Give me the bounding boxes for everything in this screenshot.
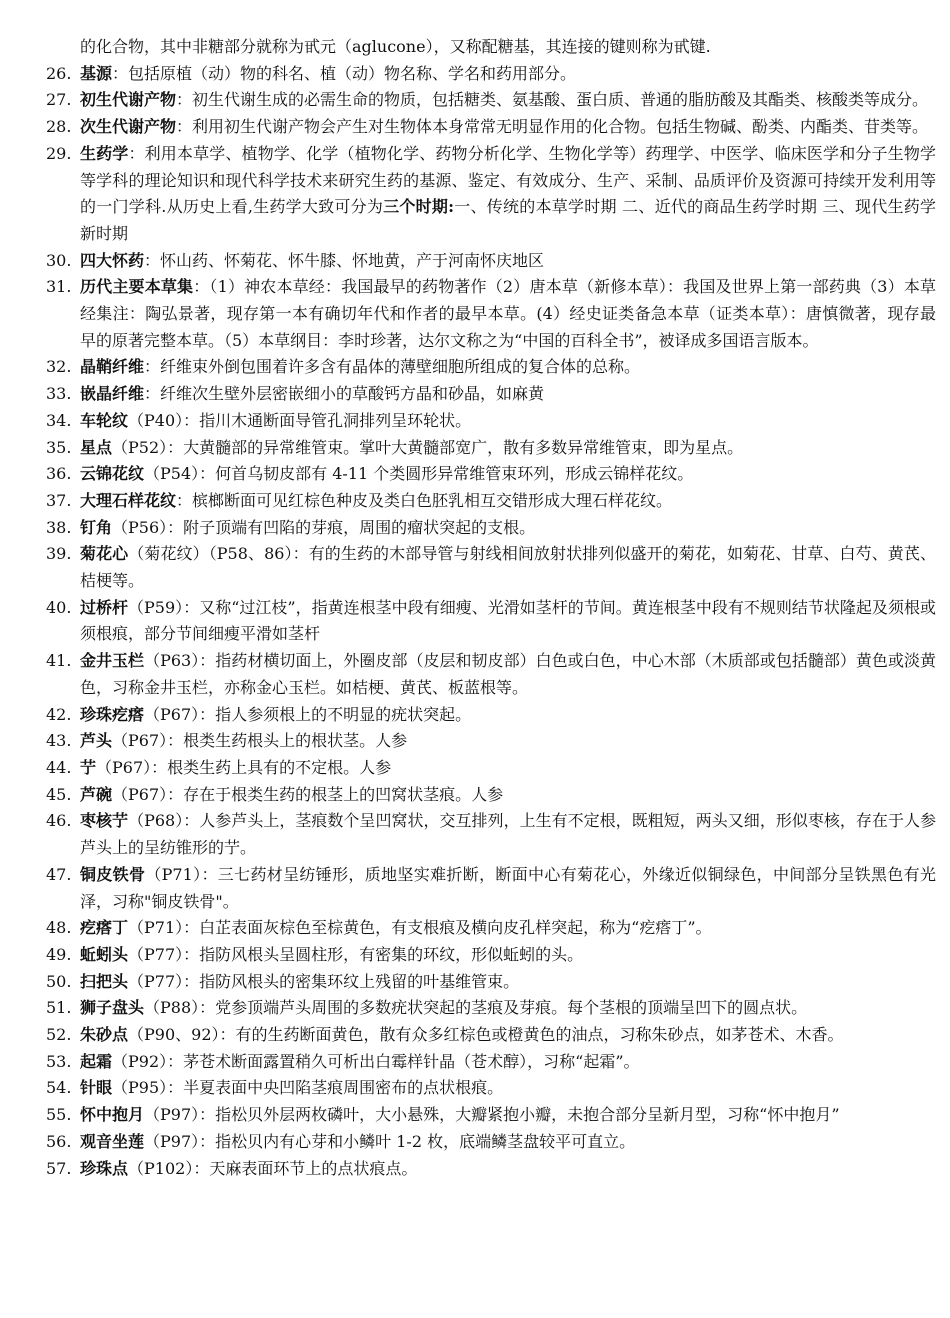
entry-number: 45. [46, 784, 72, 804]
entry-definition: ：初生代谢生成的必需生命的物质，包括糖类、氨基酸、蛋白质、普通的脂肪酸及其酯类、核酸类等成分。 [176, 90, 929, 110]
entry-body [80, 488, 936, 515]
entry-body [80, 114, 936, 141]
entry-definition: ：又称“过江枝”，指黄连根茎中段有细瘦、光滑如茎杆的节间。黄连根茎中段有不规则结节状隆起及须根或须根痕，部分节间细瘦平滑如茎杆 [80, 597, 936, 644]
entry-number: 53. [46, 1051, 72, 1071]
entry-definition: ：（1）神农本草经：我国最早的药物著作（2）唐本草（新修本草）：我国及世界上第一部药典（3）本草经集注：陶弘景著，现存第一本有确切年代和作者的最早本草。(4）经史证类备急本草（证类本草）：唐慎微著，现存最早的原著完整本草。（5）本草纲目：李时珍著，达尔文称之为“中国的百科全书”，被译成多国语言版本。 [80, 277, 936, 350]
entry-emphasis: 三个时期: [383, 197, 455, 217]
entry-number: 57. [46, 1158, 72, 1178]
entry-definition: ：党参顶端芦头周围的多数疣状突起的茎痕及芽痕。每个茎根的顶端呈凹下的圆点状。 [199, 998, 808, 1018]
entry-body [80, 1022, 936, 1049]
entry-term: 芦头 [80, 731, 113, 751]
entry-term: 嵌晶纤维 [80, 384, 145, 404]
entry-page-ref: （P88） [144, 998, 200, 1018]
glossary-entry [46, 87, 936, 114]
entry-page-ref: （菊花纹）（P58、86） [128, 544, 293, 564]
entry-term: 历代主要本草集 [80, 277, 194, 297]
entry-page-ref: （P97） [144, 1131, 200, 1151]
entry-body [80, 1075, 936, 1102]
entry-body [80, 755, 936, 782]
entry-body [80, 969, 936, 996]
entry-body [80, 808, 936, 861]
entry-body [80, 915, 936, 942]
entry-term: 扫把头 [80, 971, 129, 991]
entry-definition: ：白芷表面灰棕色至棕黄色，有支根痕及横向皮孔样突起，称为“疙瘩丁”。 [183, 918, 712, 938]
entry-term: 珍珠点 [80, 1158, 129, 1178]
entry-definition: ：有的生药断面黄色，散有众多红棕色或橙黄色的油点，习称朱砂点，如茅苍术、木香。 [219, 1025, 844, 1045]
glossary-entry [46, 141, 936, 248]
entry-number: 28. [46, 117, 72, 137]
glossary-entry [46, 1129, 936, 1156]
entry-number: 32. [46, 357, 72, 377]
entry-term: 星点 [80, 437, 113, 457]
entry-definition: ：人参芦头上，茎痕数个呈凹窝状，交互排列，上生有不定根，既粗短，两头又细，形似枣核，存在于人参芦头上的呈纺锥形的艼。 [80, 811, 936, 858]
entry-number: 50. [46, 971, 72, 991]
glossary-list [46, 61, 936, 1183]
entry-definition: ：指人参须根上的不明显的疣状突起。 [199, 704, 472, 724]
entry-number: 29. [46, 143, 72, 163]
entry-number: 36. [46, 464, 72, 484]
entry-page-ref: （P67） [144, 704, 200, 724]
entry-term: 针眼 [80, 1078, 113, 1098]
entry-number: 27. [46, 90, 72, 110]
entry-number: 55. [46, 1105, 72, 1125]
entry-definition: ：根类生药根头上的根状茎。人参 [167, 731, 408, 751]
entry-definition: ：指防风根头的密集环纹上残留的叶基维管束。 [183, 971, 520, 991]
entry-number: 54. [46, 1078, 72, 1098]
entry-definition: ：指防风根头呈圆柱形，有密集的环纹，形似蚯蚓的头。 [183, 944, 584, 964]
glossary-entry [46, 461, 936, 488]
entry-number: 34. [46, 410, 72, 430]
glossary-entry [46, 488, 936, 515]
entry-number: 44. [46, 757, 72, 777]
entry-definition: ：根类生药上具有的不定根。人参 [151, 757, 392, 777]
entry-page-ref: （P40） [128, 410, 184, 430]
entry-term: 铜皮铁骨 [80, 864, 146, 884]
entry-body [80, 354, 936, 381]
entry-number: 47. [46, 864, 72, 884]
entry-term: 枣核艼 [80, 811, 129, 831]
entry-body [80, 408, 936, 435]
glossary-entry [46, 435, 936, 462]
entry-number: 46. [46, 811, 72, 831]
entry-definition: ：利用初生代谢产物会产生对生物体本身常常无明显作用的化合物。包括生物碱、酚类、内酯类、苷类等。 [176, 117, 929, 137]
entry-term: 珍珠疙瘩 [80, 704, 145, 724]
continued-text: 的化合物，其中非糖部分就称为甙元（aglucone），又称配糖基，其连接的键则称为甙键. [80, 37, 711, 56]
entry-term: 生药学 [80, 143, 129, 163]
entry-term: 过桥杆 [80, 597, 129, 617]
entry-body [80, 274, 936, 354]
entry-number: 52. [46, 1025, 72, 1045]
entry-term: 次生代谢产物 [80, 117, 177, 137]
glossary-entry [46, 541, 936, 594]
entry-definition: ：天麻表面环节上的点状痕点。 [193, 1158, 418, 1178]
glossary-entry [46, 942, 936, 969]
entry-number: 35. [46, 437, 72, 457]
entry-number: 30. [46, 250, 72, 270]
entry-page-ref: （P52） [112, 437, 168, 457]
glossary-entry [46, 515, 936, 542]
glossary-entry [46, 114, 936, 141]
entry-definition: ：指药材横切面上，外圈皮部（皮层和韧皮部）白色或白色，中心木部（木质部或包括髓部）黄色或淡黄色，习称金井玉栏，亦称金心玉栏。如桔梗、黄芪、板蓝根等。 [80, 651, 936, 697]
entry-body [80, 61, 936, 88]
entry-body [80, 381, 936, 408]
entry-number: 39. [46, 544, 72, 564]
entry-term: 芦碗 [80, 784, 113, 804]
entry-number: 38. [46, 517, 72, 537]
entry-term: 车轮纹 [80, 410, 129, 430]
entry-page-ref: （P56） [112, 517, 168, 537]
entry-definition: ：指松贝内有心芽和小鳞叶 1-2 枚，底端鳞茎盘较平可直立。 [199, 1131, 636, 1151]
entry-term: 蚯蚓头 [80, 944, 129, 964]
entry-body [80, 461, 936, 488]
entry-term: 金井玉栏 [80, 651, 145, 671]
entry-body [80, 541, 936, 594]
entry-definition: ：存在于根类生药的根茎上的凹窝状茎痕。人参 [167, 784, 504, 804]
glossary-entry [46, 61, 936, 88]
entry-body [80, 1049, 936, 1076]
entry-definition: ：纤维束外倒包围着许多含有晶体的薄壁细胞所组成的复合体的总称。 [144, 357, 641, 377]
glossary-entry [46, 702, 936, 729]
entry-definition: ：何首乌韧皮部有 4-11 个类圆形异常维管束环列，形成云锦样花纹。 [199, 464, 694, 484]
entry-term: 菊花心 [80, 544, 129, 564]
entry-definition: ：半夏表面中央凹陷茎痕周围密布的点状根痕。 [167, 1078, 504, 1098]
entry-term: 疙瘩丁 [80, 918, 129, 938]
entry-term: 基源 [80, 63, 113, 83]
entry-page-ref: （P92） [112, 1051, 168, 1071]
entry-term: 怀中抱月 [80, 1105, 145, 1125]
glossary-entry [46, 354, 936, 381]
glossary-entry [46, 1022, 936, 1049]
entry-number: 42. [46, 704, 72, 724]
entry-number: 26. [46, 63, 72, 83]
entry-number: 40. [46, 597, 72, 617]
entry-page-ref: （P67） [112, 784, 168, 804]
glossary-entry [46, 274, 936, 354]
entry-number: 37. [46, 490, 72, 510]
entry-body [80, 1129, 936, 1156]
entry-body [80, 248, 936, 275]
entry-definition: ：大黄髓部的异常维管束。掌叶大黄髓部宽广，散有多数异常维管束，即为星点。 [167, 437, 744, 457]
entry-definition: ：附子顶端有凹陷的芽痕，周围的瘤状突起的支根。 [167, 517, 536, 537]
entry-page-ref: （P59） [128, 597, 184, 617]
entry-body [80, 942, 936, 969]
entry-definition: ：包括原植（动）物的科名、植（动）物名称、学名和药用部分。 [112, 63, 577, 83]
entry-number: 49. [46, 944, 72, 964]
entry-page-ref: （P67） [112, 731, 168, 751]
entry-term: 四大怀药 [80, 250, 145, 270]
entry-definition: ：茅苍术断面露置稍久可析出白霉样针晶（苍术醇），习称“起霜”。 [167, 1051, 640, 1071]
entry-page-ref: （P90、92） [128, 1025, 220, 1045]
glossary-entry [46, 1075, 936, 1102]
entry-definition: ：怀山药、怀菊花、怀牛膝、怀地黄，产于河南怀庆地区 [144, 250, 545, 270]
entry-body [80, 1102, 936, 1129]
glossary-entry [46, 648, 936, 701]
entry-body [80, 862, 936, 915]
entry-definition: ：槟榔断面可见红棕色种皮及类白色胚乳相互交错形成大理石样花纹。 [176, 490, 673, 510]
glossary-entry [46, 248, 936, 275]
entry-definition-continued: 一、传统的本草学时期 二、近代的商品生药学时期 三、现代生药学新时期 [80, 197, 936, 243]
entry-definition: ：利用本草学、植物学、化学（植物化学、药物分析化学、生物化学等）药理学、中医学、临床医学和分子生物学等学科的理论知识和现代科学技术来研究生药的基源、鉴定、有效成分、生产、采制、品质评价及资源可持续开发利用等的一门学科.从历史上看,生药学大致可分为 [80, 143, 936, 217]
entry-body [80, 595, 936, 648]
entry-page-ref: （P77） [128, 971, 184, 991]
entry-term: 起霜 [80, 1051, 113, 1071]
glossary-entry [46, 408, 936, 435]
entry-page-ref: （P77） [128, 944, 184, 964]
entry-term: 观音坐莲 [80, 1131, 145, 1151]
glossary-entry [46, 1102, 936, 1129]
entry-term: 大理石样花纹 [80, 490, 177, 510]
glossary-entry [46, 728, 936, 755]
glossary-entry [46, 755, 936, 782]
glossary-entry [46, 381, 936, 408]
entry-page-ref: （P63） [144, 651, 200, 671]
entry-body [80, 728, 936, 755]
entry-term: 初生代谢产物 [80, 90, 177, 110]
entry-number: 56. [46, 1131, 72, 1151]
glossary-entry [46, 595, 936, 648]
entry-body [80, 87, 936, 114]
entry-definition: ：三七药材呈纺锤形，质地坚实难折断，断面中心有菊花心，外缘近似铜绿色，中间部分呈铁黑色有光泽，习称"铜皮铁骨"。 [80, 864, 936, 911]
glossary-entry [46, 915, 936, 942]
glossary-entry [46, 782, 936, 809]
entry-number: 41. [46, 651, 72, 671]
entry-number: 33. [46, 384, 72, 404]
entry-page-ref: （P102） [128, 1158, 194, 1178]
entry-definition: ：有的生药的木部导管与射线相间放射状排列似盛开的菊花，如菊花、甘草、白芍、黄芪、桔梗等。 [80, 544, 936, 591]
entry-term: 狮子盘头 [80, 998, 145, 1018]
entry-definition: ：指川木通断面导管孔洞排列呈环轮状。 [183, 410, 472, 430]
entry-term: 晶鞘纤维 [80, 357, 145, 377]
glossary-entry [46, 1049, 936, 1076]
entry-page-ref: （P67） [96, 757, 152, 777]
entry-page-ref: （P97） [144, 1105, 200, 1125]
glossary-entry [46, 1156, 936, 1183]
entry-number: 51. [46, 998, 72, 1018]
entry-number: 48. [46, 918, 72, 938]
glossary-entry [46, 862, 936, 915]
entry-term: 艼 [80, 757, 97, 777]
entry-page-ref: （P68） [128, 811, 184, 831]
entry-term: 钉角 [80, 517, 113, 537]
entry-page-ref: （P71） [145, 864, 202, 884]
glossary-entry [46, 995, 936, 1022]
entry-number: 43. [46, 731, 72, 751]
glossary-entry [46, 808, 936, 861]
entry-term: 朱砂点 [80, 1025, 129, 1045]
entry-body [80, 782, 936, 809]
entry-definition: ：纤维次生壁外层密嵌细小的草酸钙方晶和砂晶，如麻黄 [144, 384, 545, 404]
entry-body [80, 435, 936, 462]
entry-body [80, 515, 936, 542]
entry-body [80, 141, 936, 248]
entry-body [80, 648, 936, 701]
entry-definition: ：指松贝外层两枚磷叶，大小悬殊，大瓣紧抱小瓣，未抱合部分呈新月型，习称“怀中抱月” [199, 1105, 840, 1125]
entry-body [80, 995, 936, 1022]
entry-page-ref: （P95） [112, 1078, 168, 1098]
entry-body [80, 1156, 936, 1183]
entry-body [80, 702, 936, 729]
entry-term: 云锦花纹 [80, 464, 145, 484]
entry-page-ref: （P71） [128, 918, 184, 938]
glossary-entry [46, 969, 936, 996]
entry-page-ref: （P54） [144, 464, 200, 484]
entry-number: 31. [46, 277, 72, 297]
